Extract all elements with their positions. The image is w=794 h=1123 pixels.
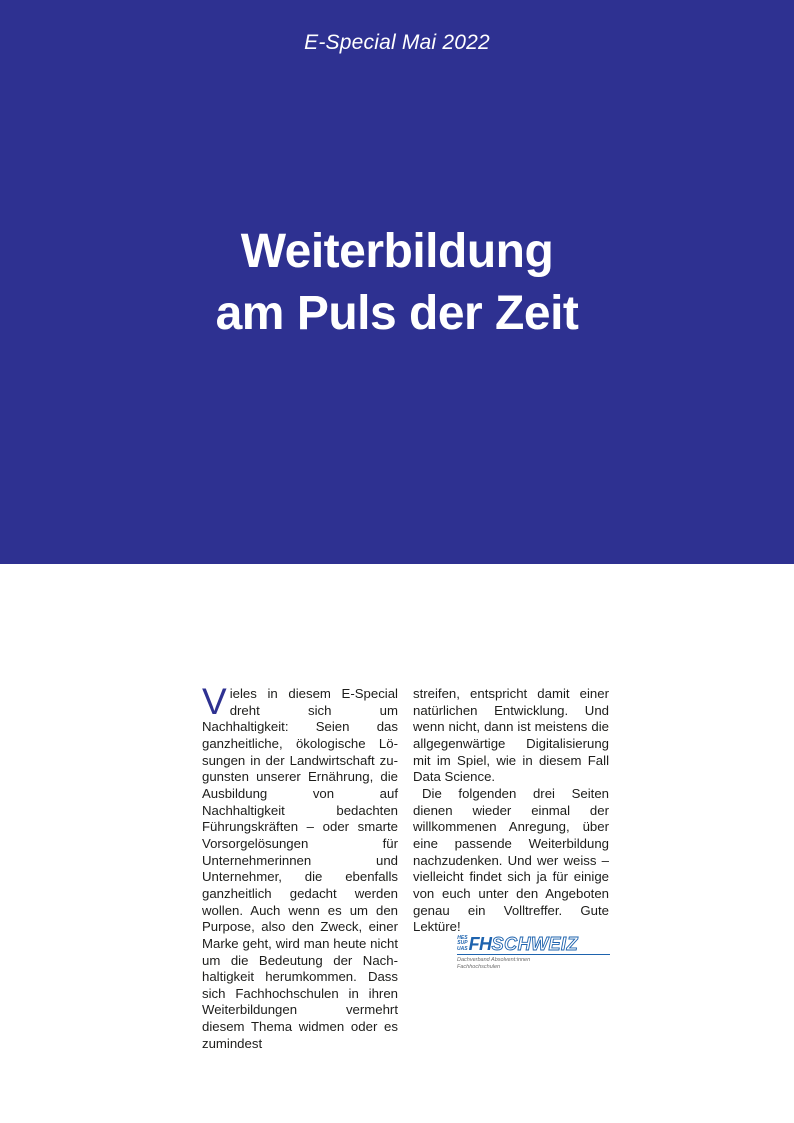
editorial-article — [202, 681, 609, 1052]
logo-acronym-sup: SUP — [457, 940, 468, 946]
edition-kicker: E-Special Mai 2022 — [304, 31, 490, 54]
logo-subtitle-line-1: Dachverband Absolvent:innen — [457, 957, 531, 963]
fh-schweiz-wordmark — [457, 935, 610, 955]
column-1-text: ieles in diesem E-Special dreht sich um Nachhaltigkeit: Seien das ganzheitliche, ökologische Lösungen in der Landwirtschaft zugunsten unserer Ernährung, die Ausbildung von auf Nachhaltigkeit bedachten Führungskräften – oder smarte Vorsorgelösungen für Unternehmerinnen und Unternehmer, die ebenfalls ganzheitlich gedacht werden wollen. Auch wenn es um den Purpose, also den Zweck, einer Marke geht, wird man heute nicht um die Bedeutung der Nachhaltigkeit herumkommen. Dass sich Fachhochschulen in ihren Weiterbildungen vermehrt diesem Thema widmen oder es zumindest — [202, 686, 398, 1051]
logo-acronym-stack — [457, 936, 468, 954]
article-paragraph-3: Die folgenden drei Seiten dienen wieder einmal der willkommenen Anregung, über eine passende Weiterbildung nachzudenken. Und wer weiss – vielleicht findet sich ja für einige von euch unter den Angeboten genau ein Volltreffer. Gute Lektüre! — [413, 785, 609, 935]
logo-fh-text: FH — [468, 934, 492, 954]
logo-acronym-hes: HES — [457, 934, 468, 941]
page-title-line-2: am Puls der Zeit — [215, 287, 579, 340]
page-title — [0, 221, 794, 345]
logo-subtitle-line-2: Fachhochschulen — [457, 964, 501, 970]
article-paragraph-1 — [202, 681, 398, 1052]
page-title-line-1: Weiterbildung — [240, 225, 554, 278]
logo-subtitle — [457, 957, 610, 971]
article-paragraph-2: streifen, entspricht damit einer natürlichen Entwicklung. Und wenn nicht, dann ist meistens die allgegenwärtige Digitalisierung mit im Spiel, wie in diesem Fall Data Science. — [413, 686, 609, 785]
logo-acronym-uas: UAS — [457, 945, 468, 952]
drop-cap: V — [202, 681, 227, 722]
article-column-2 — [413, 686, 609, 1052]
logo-schweiz-text: SCHWEIZ — [491, 934, 579, 954]
fh-schweiz-logo — [457, 935, 610, 971]
article-column-1 — [202, 681, 398, 1052]
